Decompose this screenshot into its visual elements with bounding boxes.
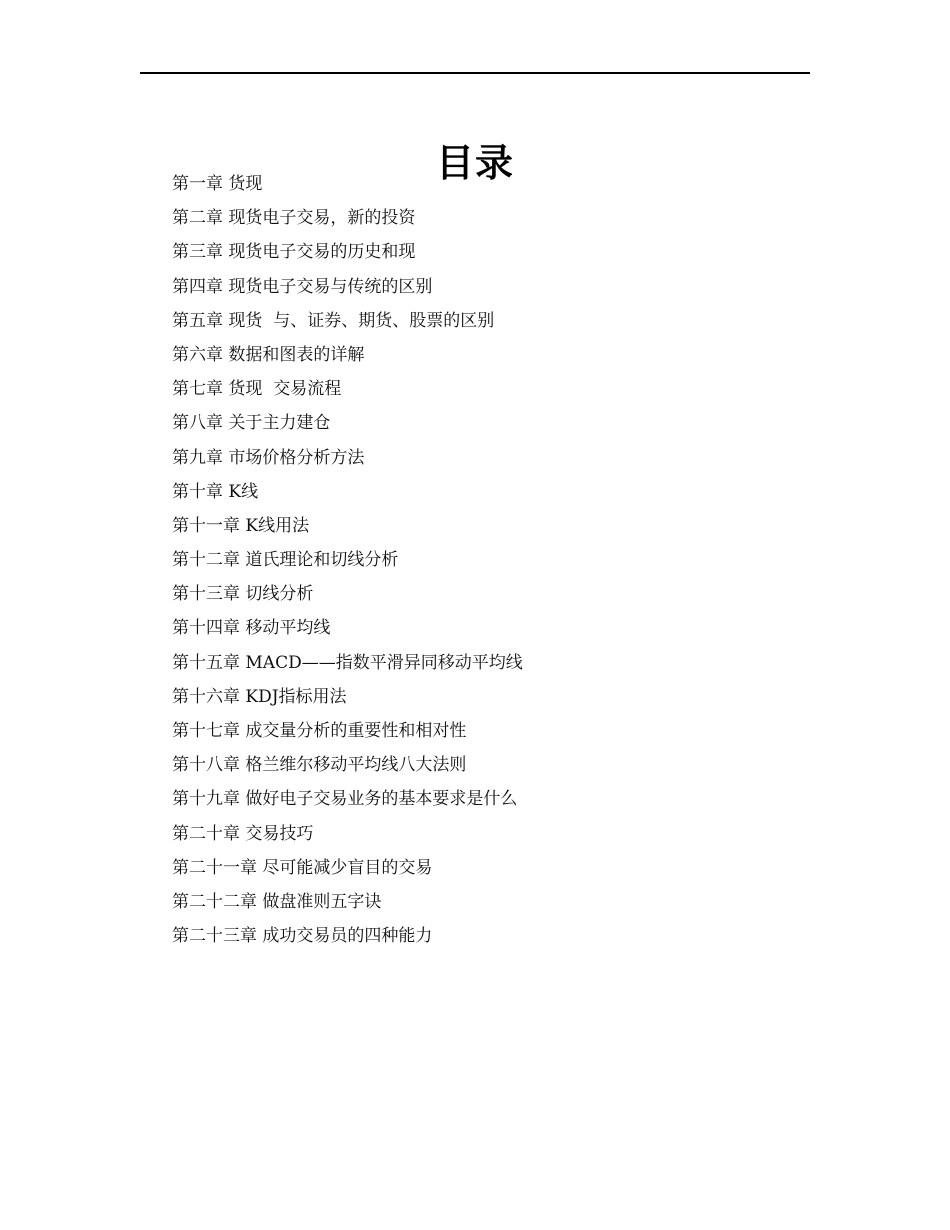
- toc-entry: [172, 375, 792, 409]
- toc-entry-text: 第二十二章 做盘准则五字诀: [172, 891, 382, 912]
- toc-entry: [172, 717, 792, 751]
- toc-entry: [172, 854, 792, 888]
- toc-entry: [172, 614, 792, 648]
- toc-entry-text: 第十二章 道氏理论和切线分析: [172, 550, 399, 571]
- toc-entry-text: 第三章 现货电子交易的历史和现: [172, 242, 416, 263]
- toc-entry-text: 第七章 货现 交易流程: [172, 379, 342, 400]
- toc-entry: [172, 751, 792, 785]
- toc-entry-text: 第十三章 切线分析: [172, 584, 314, 605]
- toc-entry: [172, 204, 792, 238]
- toc-entry-text: 第二章 现货电子交易，新的投资: [172, 208, 416, 229]
- table-of-contents: [172, 170, 792, 956]
- toc-entry: [172, 170, 792, 204]
- toc-entry: [172, 409, 792, 443]
- toc-entry: [172, 888, 792, 922]
- toc-entry: [172, 478, 792, 512]
- toc-entry-text: 第二十一章 尽可能减少盲目的交易: [172, 857, 433, 878]
- toc-entry-text: 第十五章 MACD——指数平滑异同移动平均线: [172, 652, 523, 673]
- toc-entry: [172, 238, 792, 272]
- toc-entry-text: 第十七章 成交量分析的重要性和相对性: [172, 721, 467, 741]
- toc-entry: [172, 820, 792, 854]
- page-title: 目录: [435, 141, 514, 186]
- toc-entry-text: 第十六章 KDJ指标用法: [172, 686, 347, 707]
- toc-entry: [172, 785, 792, 819]
- toc-entry: [172, 922, 792, 956]
- toc-entry: [172, 444, 792, 478]
- toc-entry: [172, 512, 792, 546]
- toc-entry: [172, 341, 792, 375]
- toc-entry-text: 第二十章 交易技巧: [172, 823, 314, 844]
- toc-entry-text: 第四章 现货电子交易与传统的区别: [172, 276, 433, 297]
- toc-entry-text: 第十章 K线: [172, 481, 259, 502]
- toc-entry-text: 第十八章 格兰维尔移动平均线八大法则: [172, 755, 467, 776]
- toc-entry-text: 第五章 现货 与、证券、期货、股票的区别: [172, 310, 495, 331]
- toc-entry: [172, 580, 792, 614]
- toc-entry: [172, 683, 792, 717]
- toc-entry-text: 第八章 关于主力建仓: [172, 413, 331, 434]
- toc-entry-text: 第十九章 做好电子交易业务的基本要求是什么: [172, 789, 518, 810]
- toc-entry-text: 第六章 数据和图表的详解: [172, 344, 365, 365]
- toc-entry-text: 第十四章 移动平均线: [172, 618, 331, 639]
- toc-entry: [172, 546, 792, 580]
- toc-entry: [172, 273, 792, 307]
- toc-entry: [172, 649, 792, 683]
- toc-entry-text: 第二十三章 成功交易员的四种能力: [172, 926, 433, 947]
- header-rule: [140, 72, 810, 74]
- toc-entry-text: 第九章 市场价格分析方法: [172, 447, 365, 468]
- toc-entry-text: 第一章 货现: [172, 174, 263, 194]
- toc-entry: [172, 307, 792, 341]
- toc-entry-text: 第十一章 K线用法: [172, 515, 310, 536]
